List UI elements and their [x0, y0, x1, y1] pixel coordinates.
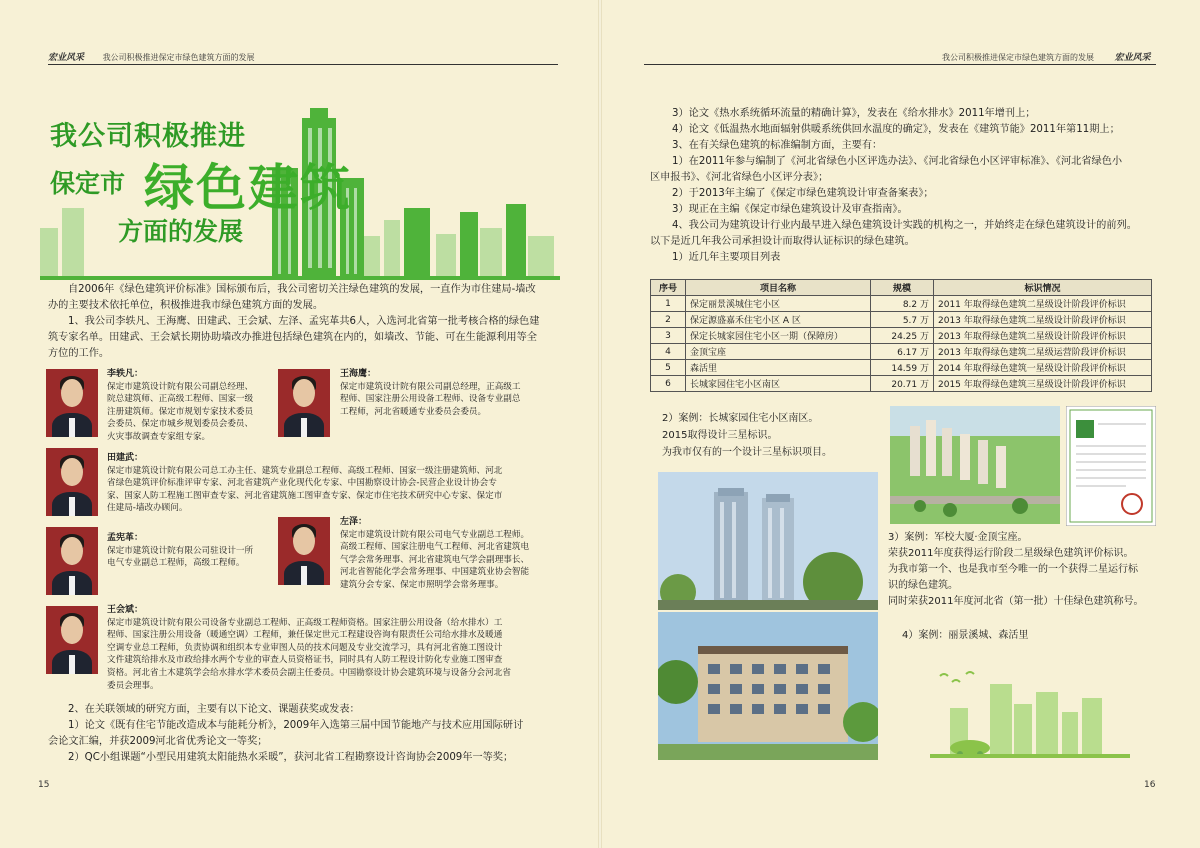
- cell-scale: 24.25 万: [871, 328, 934, 344]
- bio-line: 资格。河北省土木建筑学会给水排水学术委员会副主任委员。中国勘察设计协会建筑环境与设备分会河北省: [107, 667, 511, 678]
- bio-line: 注册建筑师。保定市规划专家技术委员: [107, 406, 254, 417]
- bio-line: 程师、国家注册公用设备工程师、设备专业副总: [340, 394, 521, 405]
- case-line: 4）案例：丽景溪城、森活里: [902, 630, 1029, 641]
- paragraph: 办的主要技术依托单位，积极推进我市绿色建筑方面的发展。: [48, 300, 324, 311]
- bio-wang: [340, 368, 562, 418]
- title-line-3: 方面的发展: [118, 217, 244, 246]
- bio-line: 会委员、保定市城乡规划委员会委员、: [107, 419, 254, 430]
- case-line: 荣获2011年度获得运行阶段二星级绿色建筑评价标识。: [888, 548, 1134, 559]
- residential-building-rendering: [658, 612, 878, 760]
- paragraph: 会论文汇编，并获2009河北省优秀论文一等奖；: [48, 736, 268, 747]
- table-row: [651, 296, 1152, 312]
- paragraph: 4）论文《低温热水地面辐射供暖系统供回水温度的确定》，发表在《建筑节能》2011年第11期上；: [672, 124, 1120, 135]
- case-line: 识的绿色建筑。: [888, 580, 958, 591]
- case-line: 同时荣获2011年度河北省（第一批）十佳绿色建筑称号。: [888, 596, 1144, 607]
- paragraph: 1）在2011年参与编制了《河北省绿色小区评选办法》、《河北省绿色小区评审标准》、《河北省绿色小: [672, 156, 1123, 167]
- portrait-photo-tian: [46, 448, 98, 516]
- aerial-residential-rendering: [890, 406, 1060, 524]
- bio-line: 工程师，河北省暖通专业委员会委员。: [340, 406, 487, 417]
- case-line: 2015取得设计三星标识。: [662, 430, 778, 441]
- case-3-text: [888, 530, 1158, 610]
- case-2-text: [662, 410, 882, 461]
- bio-meng: [107, 532, 277, 570]
- table-row: [651, 312, 1152, 328]
- standards-text: [650, 106, 1160, 266]
- person-name: 王海鹰：: [340, 369, 377, 379]
- paragraph: 筑专家名单。田建武、王会斌长期协助墙改办推进包括绿色建筑在内的，如墙改、节能、可在生能源利用等全: [48, 332, 537, 343]
- magazine-logo: 宏业风采: [48, 53, 85, 63]
- bio-tian: [107, 452, 557, 515]
- table-row: [651, 328, 1152, 344]
- paragraph: 自2006年《绿色建筑评价标准》国标颁布后，我公司密切关注绿色建筑的发展，一直作为市住建局-墙改: [68, 284, 536, 295]
- cell-index: 6: [651, 376, 686, 392]
- portrait-photo-wang: [278, 369, 330, 437]
- bio-wanghb: [107, 604, 557, 692]
- bio-line: 保定市建筑设计院有限公司电气专业副总工程师。: [340, 529, 530, 540]
- page-number-left: 15: [38, 780, 50, 790]
- case-line: 3）案例：军校大厦·金顶宝座。: [888, 532, 1028, 543]
- cell-index: 3: [651, 328, 686, 344]
- cell-project: 保定长城家园住宅小区一期（保障房）: [686, 328, 871, 344]
- bio-line: 院总建筑师、正高级工程师、国家一级: [107, 394, 254, 405]
- bio-line: 河北省智能化学会常务理事、中国建筑业协会智能: [340, 567, 530, 578]
- cell-label: 2013 年取得绿色建筑二星级运营阶段评价标识: [934, 344, 1152, 360]
- cell-label: 2013 年取得绿色建筑二星级设计阶段评价标识: [934, 328, 1152, 344]
- cell-project: 保定丽景溪城住宅小区: [686, 296, 871, 312]
- cell-index: 5: [651, 360, 686, 376]
- certificate-image: [1066, 406, 1156, 526]
- paragraph: 4、我公司为建筑设计行业内最早进入绿色建筑设计实践的机构之一，并始终走在绿色建筑设计的前列。: [672, 220, 1137, 231]
- intro-text: [48, 282, 560, 362]
- paragraph: 方位的工作。: [48, 348, 110, 359]
- portrait-photo-zuo: [278, 517, 330, 585]
- person-name: 李轶凡：: [107, 369, 144, 379]
- person-name: 王会斌：: [107, 605, 144, 615]
- col-header-project: 项目名称: [686, 280, 871, 296]
- person-name: 孟宪革：: [107, 533, 144, 543]
- bio-line: 住建局-墙改办顾问。: [107, 503, 188, 514]
- cell-project: 保定源盛嘉禾住宅小区 A 区: [686, 312, 871, 328]
- paragraph: 2、在关联领域的研究方面，主要有以下论文、课题获奖或发表：: [68, 704, 360, 715]
- title-line-2: 保定市: [50, 169, 126, 198]
- cell-project: 森活里: [686, 360, 871, 376]
- cell-index: 2: [651, 312, 686, 328]
- paragraph: 2）QC小组课题“小型民用建筑太阳能热水采暖”，获河北省工程勘察设计咨询协会2009年一等奖；: [68, 752, 514, 763]
- header-rule: [48, 64, 558, 65]
- bio-line: 建筑分会专家、保定市照明学会常务理事。: [340, 579, 504, 590]
- bio-line: 保定市建筑设计院有限公司驻设计一所: [107, 545, 254, 556]
- bio-line: 保定市建筑设计院有限公司设备专业副总工程师、正高级工程师资格。国家注册公用设备（给水排水）工: [107, 617, 503, 628]
- cell-label: 2014 年取得绿色建筑一星级设计阶段评价标识: [934, 360, 1152, 376]
- cell-label: 2015 年取得绿色建筑三星级设计阶段评价标识: [934, 376, 1152, 392]
- paragraph: 3）论文《热水系统循环流量的精确计算》，发表在《给水排水》2011年增刊上；: [672, 108, 1036, 119]
- paragraph: 区申报书》、《河北省绿色小区评分表》；: [650, 172, 829, 183]
- bio-zuo: [340, 516, 562, 592]
- title-highlight: 绿色建筑: [144, 159, 352, 217]
- bio-line: 保定市建筑设计院有限公司副总经理、: [107, 381, 254, 392]
- bio-line: 家、国家人防工程施工图审查专家、河北省建筑施工图审查专家、保定市住宅技术研究中心专家、保定市: [107, 490, 503, 501]
- title-line-1: 我公司积极推进: [50, 121, 246, 152]
- paragraph: 1）论文《既有住宅节能改造成本与能耗分析》，2009年入选第三届中国节能地产与技术应用国际研讨: [68, 720, 524, 731]
- table-row: [651, 360, 1152, 376]
- cell-index: 4: [651, 344, 686, 360]
- paragraph: 2）于2013年主编了《保定市绿色建筑设计审查备案表》；: [672, 188, 934, 199]
- col-header-index: 序号: [651, 280, 686, 296]
- bio-line: 火灾事故调查专家组专家。: [107, 431, 211, 442]
- paragraph: 以下是近几年我公司承担设计而取得认证标识的绿色建筑。: [650, 236, 915, 247]
- paragraph: 3）现正在主编《保定市绿色建筑设计及审查指南》。: [672, 204, 908, 215]
- research-text: [48, 702, 560, 766]
- bio-line: 保定市建筑设计院有限公司副总经理，正高级工: [340, 381, 521, 392]
- cell-scale: 20.71 万: [871, 376, 934, 392]
- bio-line: 空调专业总工程师，负责协调和组织本专业审图人员的技术问题及专业交流学习，具有河北省施工图设计: [107, 642, 503, 653]
- cell-scale: 5.7 万: [871, 312, 934, 328]
- person-name: 左泽：: [340, 517, 368, 527]
- cell-label: 2013 年取得绿色建筑二星级设计阶段评价标识: [934, 312, 1152, 328]
- cell-index: 1: [651, 296, 686, 312]
- paragraph: 3、在有关绿色建筑的标准编制方面，主要有：: [672, 140, 883, 151]
- bio-line: 气学会常务理事、河北省建筑电气学会副理事长、: [340, 554, 530, 565]
- case-line: 为我市第一个、也是我市至今唯一的一个获得二星运行标: [888, 564, 1138, 575]
- case-4-text: [902, 628, 1142, 644]
- running-header-title: 我公司积极推进保定市绿色建筑方面的发展: [102, 53, 255, 62]
- bio-line: 电气专业副总工程师，高级工程师。: [107, 558, 245, 569]
- bio-line: 程师、国家注册公用设备（暖通空调）工程师，兼任保定世元工程建设咨询有限责任公司给水排水及暖通: [107, 630, 503, 641]
- page-number-right: 16: [1144, 780, 1156, 790]
- cell-scale: 6.17 万: [871, 344, 934, 360]
- cell-label: 2011 年取得绿色建筑二星级设计阶段评价标识: [934, 296, 1152, 312]
- case-line: 为我市仅有的一个设计三星标识项目。: [662, 447, 832, 458]
- bio-line: 高级工程师、国家注册电气工程师、河北省建筑电: [340, 542, 530, 553]
- bio-line: 委员会理事。: [107, 680, 159, 691]
- running-header-left: [48, 50, 255, 63]
- bio-li: [107, 368, 277, 444]
- case-line: 2）案例：长城家园住宅小区南区。: [662, 413, 819, 424]
- table-row: [651, 376, 1152, 392]
- header-rule: [644, 64, 1156, 65]
- bio-line: 保定市建筑设计院有限公司总工办主任、建筑专业副总工程师、高级工程师、国家一级注册建筑师、河北: [107, 465, 503, 476]
- project-table: [650, 279, 1152, 392]
- twin-towers-photo: [658, 472, 878, 610]
- table-row: [651, 344, 1152, 360]
- portrait-photo-li: [46, 369, 98, 437]
- magazine-logo: 宏业风采: [1114, 53, 1151, 63]
- col-header-scale: 规模: [871, 280, 934, 296]
- bio-line: 文件建筑给排水及市政给排水两个专业的审查人员资格证书，同时具有人防工程设计防化专业施工图审查: [107, 655, 503, 666]
- cell-project: 长城家园住宅小区南区: [686, 376, 871, 392]
- paragraph: 1、我公司李轶凡、王海鹰、田建武、王会斌、左泽、孟宪革共6人，入选河北省第一批考核合格的绿色建: [68, 316, 540, 327]
- col-header-label: 标识情况: [934, 280, 1152, 296]
- portrait-photo-wanghb: [46, 606, 98, 674]
- cell-project: 金顶宝座: [686, 344, 871, 360]
- bio-line: 省绿色建筑评价标准评审专家、河北省建筑产业化现代化专家、中国勘察设计协会-民营企业设计协会专: [107, 478, 497, 489]
- portrait-photo-meng: [46, 527, 98, 595]
- table-header-row: [651, 280, 1152, 296]
- cell-scale: 14.59 万: [871, 360, 934, 376]
- paragraph: 1）近几年主要项目列表: [672, 252, 781, 263]
- person-name: 田建武：: [107, 453, 144, 463]
- green-city-decoration: [930, 668, 1130, 758]
- running-header-right: [942, 50, 1151, 63]
- running-header-title: 我公司积极推进保定市绿色建筑方面的发展: [942, 53, 1094, 62]
- cell-scale: 8.2 万: [871, 296, 934, 312]
